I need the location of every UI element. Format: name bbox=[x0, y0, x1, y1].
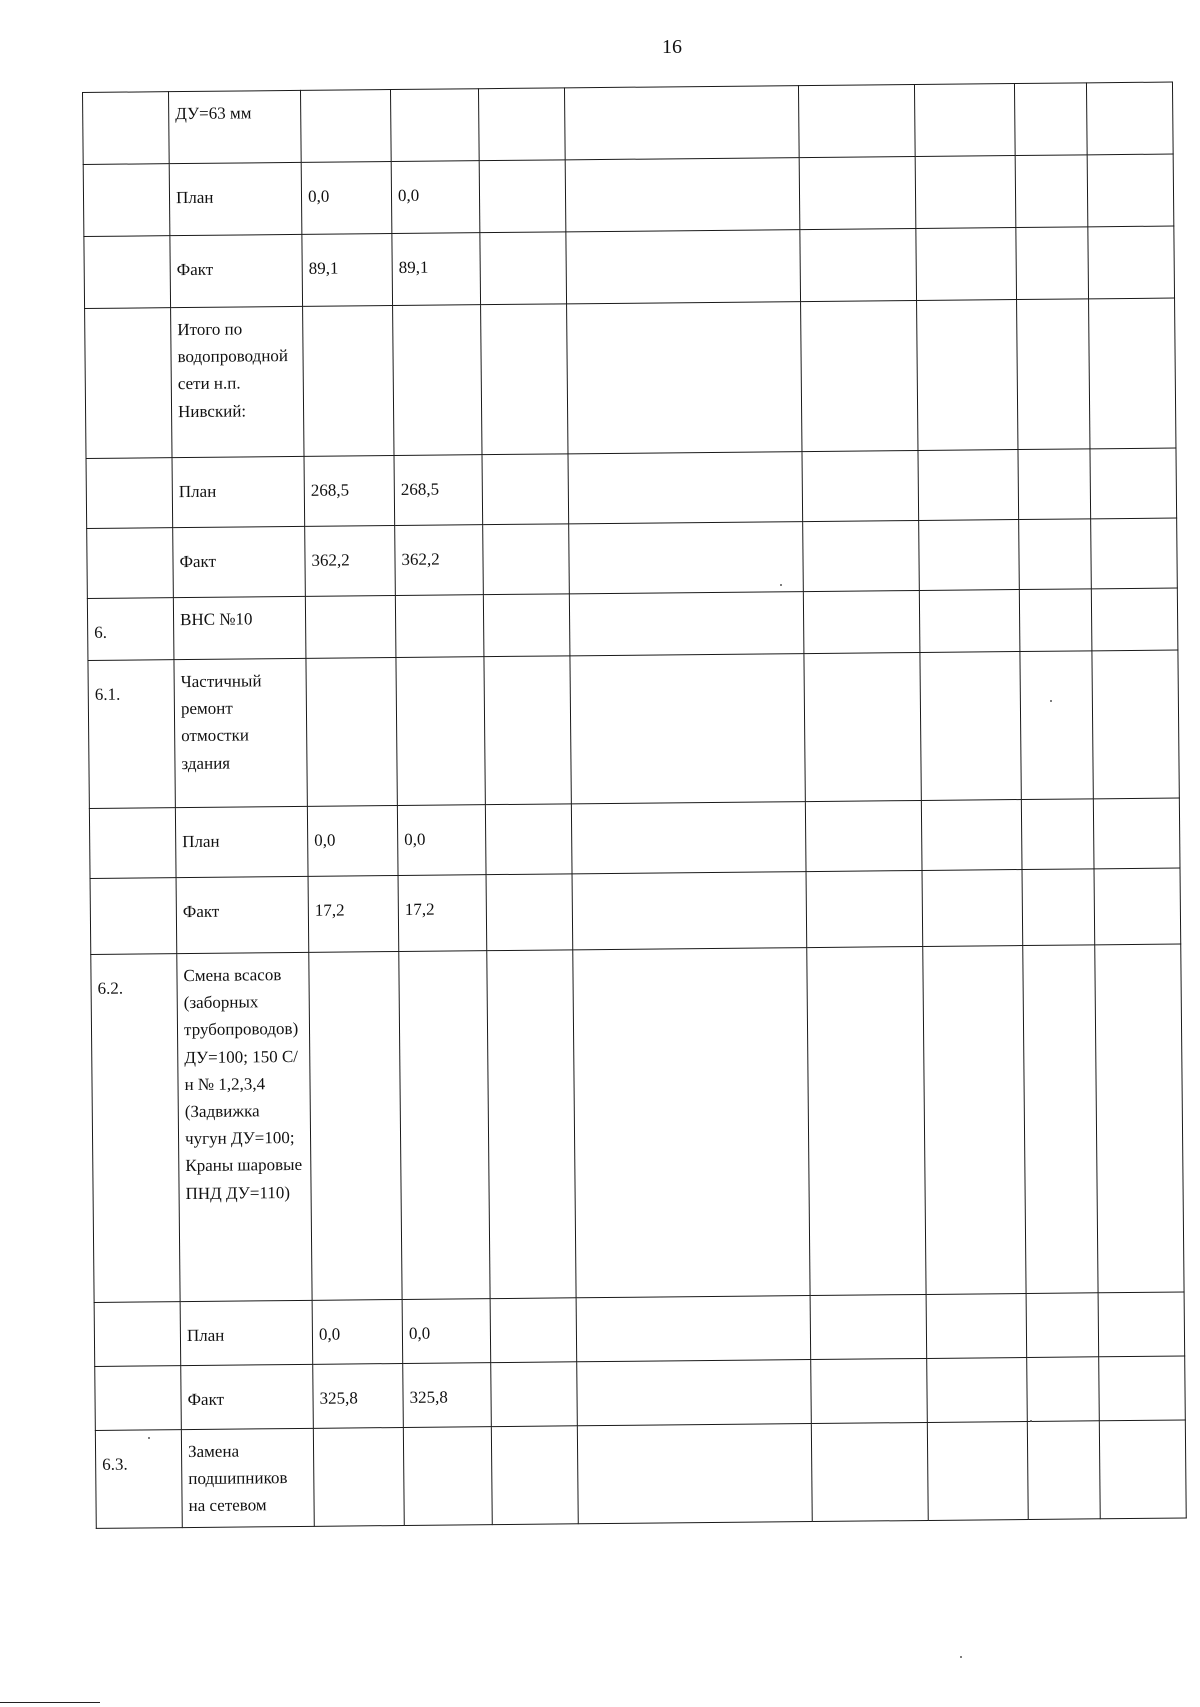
empty-cell bbox=[927, 1357, 1028, 1422]
empty-cell bbox=[1021, 799, 1094, 870]
empty-cell bbox=[491, 1426, 578, 1525]
fact-value-cell: 362,2 bbox=[395, 525, 484, 596]
empty-cell bbox=[567, 302, 802, 454]
row-number-cell: 6.2. bbox=[91, 954, 180, 1303]
fact-value-cell bbox=[396, 657, 485, 806]
table-row bbox=[84, 226, 1175, 308]
empty-cell bbox=[577, 1360, 812, 1426]
plan-value-cell bbox=[303, 306, 394, 457]
scan-speck bbox=[780, 584, 782, 586]
empty-cell bbox=[915, 156, 1016, 229]
plan-value-cell: 325,8 bbox=[313, 1363, 404, 1428]
fact-value-cell: 0,0 bbox=[402, 1299, 491, 1364]
row-label-cell: Замена подшипников на сетевом bbox=[181, 1428, 314, 1527]
empty-cell bbox=[800, 229, 917, 302]
row-number-cell bbox=[90, 878, 177, 955]
empty-cell bbox=[570, 654, 805, 804]
table-row bbox=[87, 588, 1178, 660]
empty-cell bbox=[918, 450, 1019, 521]
table-row bbox=[85, 298, 1176, 458]
scan-speck bbox=[1030, 1420, 1032, 1422]
empty-cell bbox=[1027, 1421, 1100, 1520]
plan-value-cell: 0,0 bbox=[301, 162, 392, 235]
table-body bbox=[83, 82, 1187, 1528]
empty-cell bbox=[916, 228, 1017, 301]
row-label-cell: План bbox=[175, 806, 308, 877]
row-label-cell: Факт bbox=[181, 1364, 314, 1429]
empty-cell bbox=[810, 1294, 927, 1359]
empty-cell bbox=[1014, 83, 1087, 156]
empty-cell bbox=[573, 948, 810, 1298]
empty-cell bbox=[807, 946, 926, 1295]
fact-value-cell: 17,2 bbox=[398, 875, 487, 952]
empty-cell bbox=[1089, 298, 1176, 449]
empty-cell bbox=[483, 524, 570, 595]
plan-value-cell: 268,5 bbox=[304, 456, 395, 527]
row-number-cell bbox=[89, 808, 176, 879]
empty-cell bbox=[919, 520, 1020, 591]
empty-cell bbox=[481, 304, 568, 455]
table-row bbox=[95, 1420, 1186, 1528]
empty-cell bbox=[1019, 589, 1092, 652]
empty-cell bbox=[564, 86, 799, 160]
plan-value-cell: 362,2 bbox=[305, 526, 396, 597]
empty-cell bbox=[1015, 155, 1088, 228]
scan-speck bbox=[148, 1437, 150, 1439]
empty-cell bbox=[917, 300, 1018, 451]
empty-cell bbox=[1026, 1293, 1099, 1358]
footnote-rule bbox=[0, 1702, 100, 1703]
empty-cell bbox=[1086, 82, 1173, 155]
empty-cell bbox=[565, 158, 800, 232]
empty-cell bbox=[479, 160, 566, 233]
plan-value-cell: 0,0 bbox=[312, 1299, 403, 1364]
row-label-cell: ВНС №10 bbox=[173, 596, 306, 659]
row-number-cell bbox=[85, 308, 172, 459]
fact-value-cell: 325,8 bbox=[403, 1363, 492, 1428]
empty-cell bbox=[801, 300, 918, 451]
empty-cell bbox=[491, 1362, 578, 1427]
row-number-cell bbox=[84, 236, 171, 309]
fact-value-cell: 0,0 bbox=[391, 161, 480, 234]
empty-cell bbox=[566, 230, 801, 304]
row-number-cell bbox=[87, 528, 174, 599]
row-number-cell: 6.3. bbox=[95, 1430, 182, 1529]
row-label-cell: Факт bbox=[170, 234, 303, 307]
empty-cell bbox=[1090, 448, 1177, 519]
plan-value-cell bbox=[300, 90, 391, 163]
empty-cell bbox=[922, 870, 1023, 947]
empty-cell bbox=[1087, 154, 1174, 227]
empty-cell bbox=[577, 1424, 812, 1524]
empty-cell bbox=[804, 652, 921, 801]
empty-cell bbox=[1019, 519, 1092, 590]
plan-value-cell: 89,1 bbox=[302, 234, 393, 307]
empty-cell bbox=[919, 590, 1020, 653]
empty-cell bbox=[490, 1298, 577, 1363]
fact-value-cell bbox=[395, 595, 484, 658]
row-label-cell: Факт bbox=[173, 526, 306, 597]
table-row bbox=[95, 1356, 1186, 1430]
row-label-cell: Факт bbox=[176, 876, 309, 953]
table-row bbox=[94, 1292, 1185, 1366]
table-row bbox=[83, 82, 1174, 164]
empty-cell bbox=[1016, 227, 1089, 300]
row-label-cell: Смена всасов (заборных трубопроводов) ДУ=100; 150 С/н № 1,2,3,4 (Задвижка чугун ДУ=100; Краны шаровые ПНД ДУ=110) bbox=[177, 952, 312, 1301]
empty-cell bbox=[811, 1422, 928, 1521]
empty-cell bbox=[485, 804, 572, 875]
row-number-cell bbox=[94, 1302, 181, 1367]
table-row bbox=[86, 448, 1177, 528]
empty-cell bbox=[802, 450, 919, 521]
fact-value-cell: 268,5 bbox=[394, 455, 483, 526]
empty-cell bbox=[1027, 1357, 1100, 1422]
empty-cell bbox=[806, 870, 923, 947]
fact-value-cell: 89,1 bbox=[392, 233, 481, 306]
plan-value-cell: 0,0 bbox=[307, 806, 398, 877]
empty-cell bbox=[1098, 1292, 1185, 1357]
row-number-cell bbox=[83, 92, 170, 165]
empty-cell bbox=[1099, 1356, 1186, 1421]
scan-speck bbox=[960, 1656, 962, 1658]
scan-speck bbox=[1050, 700, 1052, 702]
table-row bbox=[91, 944, 1184, 1302]
row-label-cell: ДУ=63 мм bbox=[169, 90, 302, 163]
empty-cell bbox=[1088, 226, 1175, 299]
empty-cell bbox=[1091, 588, 1178, 651]
table-row bbox=[83, 154, 1174, 236]
empty-cell bbox=[921, 800, 1022, 871]
empty-cell bbox=[1023, 945, 1098, 1294]
fact-value-cell bbox=[390, 89, 479, 162]
empty-cell bbox=[805, 800, 922, 871]
table-row bbox=[90, 868, 1181, 954]
plan-value-cell bbox=[305, 596, 396, 659]
row-label-cell: План bbox=[172, 456, 305, 527]
empty-cell bbox=[576, 1296, 811, 1362]
empty-cell bbox=[480, 232, 567, 305]
table-row bbox=[89, 798, 1180, 878]
plan-value-cell bbox=[306, 658, 397, 807]
plan-value-cell: 17,2 bbox=[308, 876, 399, 953]
empty-cell bbox=[1094, 868, 1181, 945]
empty-cell bbox=[803, 520, 920, 591]
row-number-cell: 6. bbox=[87, 598, 174, 661]
empty-cell bbox=[478, 88, 565, 161]
empty-cell bbox=[568, 452, 803, 524]
empty-cell bbox=[487, 950, 576, 1299]
empty-cell bbox=[482, 454, 569, 525]
table-row bbox=[88, 650, 1179, 808]
row-label-cell: Частичный ремонт отмостки здания bbox=[174, 658, 307, 807]
fact-value-cell bbox=[393, 305, 482, 456]
row-number-cell bbox=[95, 1366, 182, 1431]
row-number-cell: 6.1. bbox=[88, 660, 175, 809]
works-table bbox=[82, 82, 1187, 1529]
plan-value-cell bbox=[309, 951, 402, 1300]
empty-cell bbox=[1095, 944, 1184, 1293]
empty-cell bbox=[914, 84, 1015, 157]
fact-value-cell bbox=[403, 1427, 492, 1526]
empty-cell bbox=[1092, 650, 1179, 799]
empty-cell bbox=[803, 590, 920, 653]
row-label-cell: План bbox=[180, 1300, 313, 1365]
fact-value-cell: 0,0 bbox=[397, 805, 486, 876]
empty-cell bbox=[1093, 798, 1180, 869]
row-label-cell: План bbox=[169, 162, 302, 235]
empty-cell bbox=[1099, 1420, 1186, 1519]
empty-cell bbox=[927, 1421, 1028, 1520]
empty-cell bbox=[923, 946, 1026, 1295]
empty-cell bbox=[486, 874, 573, 951]
empty-cell bbox=[1018, 449, 1091, 520]
empty-cell bbox=[572, 872, 807, 950]
empty-cell bbox=[811, 1358, 928, 1423]
empty-cell bbox=[1017, 299, 1090, 450]
empty-cell bbox=[1022, 869, 1095, 946]
empty-cell bbox=[1020, 651, 1093, 800]
empty-cell bbox=[571, 802, 806, 874]
row-label-cell: Итого по водопроводной сети н.п. Нивский: bbox=[171, 306, 304, 457]
empty-cell bbox=[484, 656, 571, 805]
fact-value-cell bbox=[399, 951, 490, 1300]
empty-cell bbox=[569, 522, 804, 594]
row-number-cell bbox=[83, 164, 170, 237]
empty-cell bbox=[798, 85, 915, 158]
page-number: 16 bbox=[662, 36, 682, 58]
row-number-cell bbox=[86, 458, 173, 529]
empty-cell bbox=[920, 652, 1021, 801]
empty-cell bbox=[569, 592, 804, 656]
plan-value-cell bbox=[313, 1427, 404, 1526]
empty-cell bbox=[1091, 518, 1178, 589]
empty-cell bbox=[483, 594, 570, 657]
empty-cell bbox=[799, 157, 916, 230]
empty-cell bbox=[926, 1293, 1027, 1358]
table-row bbox=[87, 518, 1178, 598]
